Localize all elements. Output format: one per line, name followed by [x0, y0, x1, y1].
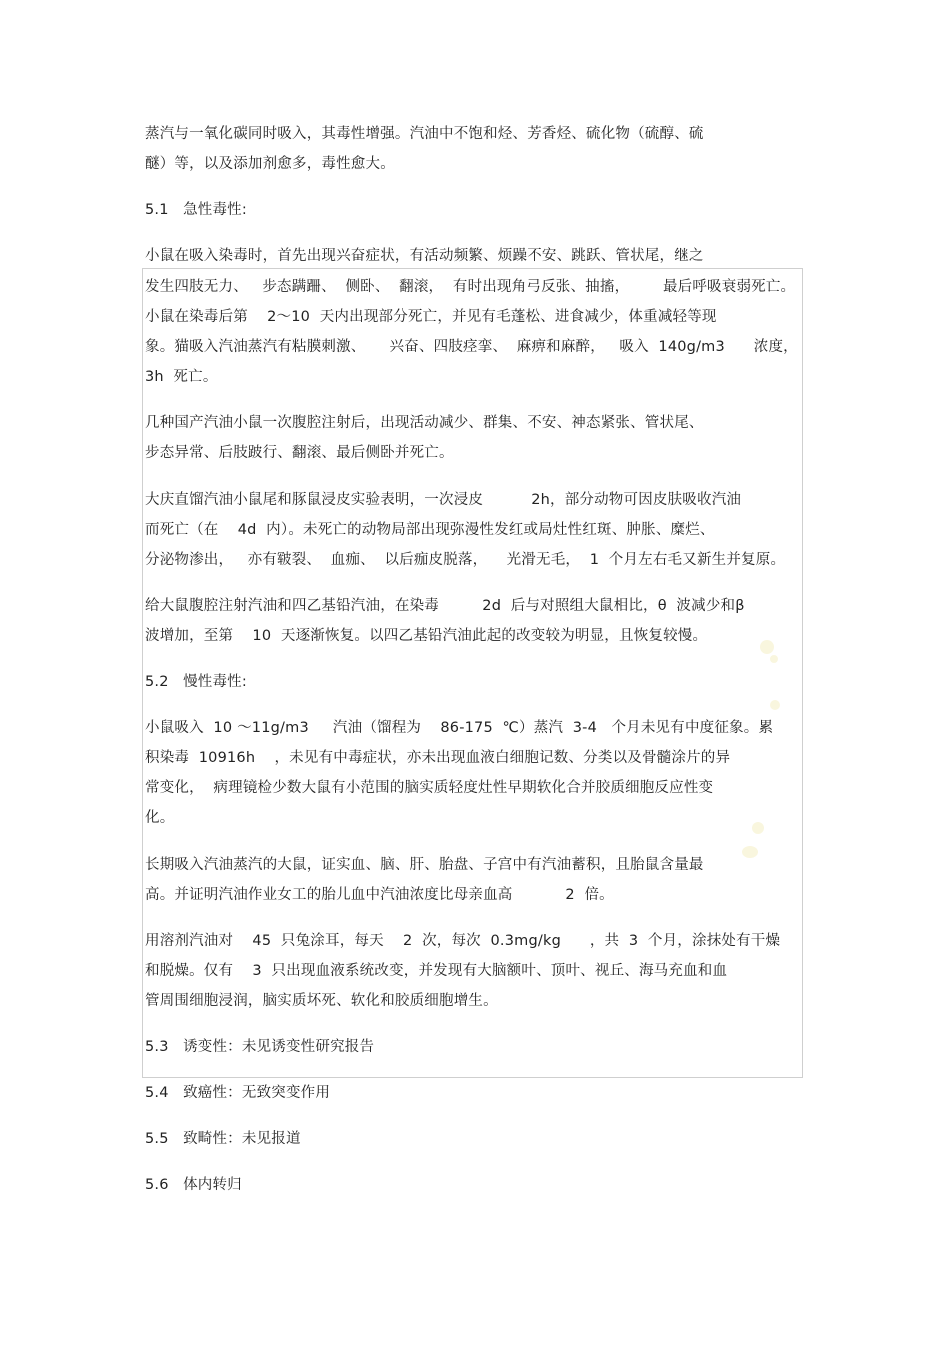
text-line: 长期吸入汽油蒸汽的大鼠，证实血、脑、肝、胎盘、子宫中有汽油蓄积，且胎鼠含量最: [145, 857, 704, 873]
scan-speck: [752, 822, 764, 834]
text-line: 而死亡（在 4d 内）。未死亡的动物局部出现弥漫性发红或局灶性红斑、肿胀、糜烂、: [145, 522, 715, 538]
text-line: 步态异常、后肢跛行、翻滚、最后侧卧并死亡。: [145, 445, 454, 461]
scan-speck: [770, 700, 780, 710]
section-heading: 5.3 诱变性：未见诱变性研究报告: [145, 1039, 375, 1055]
text-line: 蒸汽与一氧化碳同时吸入，其毒性增强。汽油中不饱和烃、芳香烃、硫化物（硫醇、硫: [145, 126, 704, 142]
text-line: 和脱燥。仅有 3 只出现血液系统改变，并发现有大脑额叶、顶叶、视丘、海马充血和血: [145, 963, 728, 979]
section-heading: 5.5 致畸性：未见报道: [145, 1131, 301, 1147]
text-line: 几种国产汽油小鼠一次腹腔注射后，出现活动减少、群集、不安、神态紧张、管状尾、: [145, 415, 704, 431]
section-heading: 5.6 体内转归: [145, 1177, 242, 1193]
text-line: 积染毒 10916h ，未见有中毒症状，亦未出现血液白细胞记数、分类以及骨髓涂片的异: [145, 750, 731, 766]
section-heading: 5.2 慢性毒性:: [145, 674, 247, 690]
scan-speck: [742, 846, 758, 858]
section-heading: 5.1 急性毒性:: [145, 202, 247, 218]
text-line: 化。: [145, 810, 175, 826]
text-line: 常变化， 病理镜检少数大鼠有小范围的脑实质轻度灶性早期软化合并胶质细胞反应性变: [145, 780, 714, 796]
text-line: 小鼠在染毒后第 2～10 天内出现部分死亡，并见有毛蓬松、进食减少，体重减轻等现: [145, 309, 717, 325]
text-line: 3h 死亡。: [145, 369, 218, 385]
text-line: 小鼠吸入 10 ～11g/m3 汽油（馏程为 86-175 ℃）蒸汽 3-4 个月未见有中度征象。累: [145, 720, 774, 736]
text-line: 管周围细胞浸润，脑实质坏死、软化和胶质细胞增生。: [145, 993, 498, 1009]
text-line: 给大鼠腹腔注射汽油和四乙基铅汽油，在染毒 2d 后与对照组大鼠相比，θ 波减少和β: [145, 598, 745, 614]
text-line: 醚）等，以及添加剂愈多，毒性愈大。: [145, 156, 395, 172]
text-line: 小鼠在吸入染毒时，首先出现兴奋症状，有活动频繁、烦躁不安、跳跃、管状尾，继之: [145, 248, 704, 264]
text-line: 发生四肢无力、 步态蹒跚、 侧卧、 翻滚， 有时出现角弓反张、抽搐， 最后呼吸衰弱死亡。: [145, 279, 796, 295]
text-line: 高。并证明汽油作业女工的胎儿血中汽油浓度比母亲血高 2 倍。: [145, 887, 614, 903]
text-line: 用溶剂汽油对 45 只兔涂耳，每天 2 次，每次 0.3mg/kg ，共 3 个月，涂抹处有干燥: [145, 933, 781, 949]
scan-speck: [760, 640, 774, 654]
text-line: 象。猫吸入汽油蒸汽有粘膜刺激、 兴奋、四肢痉挛、 麻痹和麻醉， 吸入 140g/m3 浓度，: [145, 339, 798, 355]
text-line: 分泌物渗出， 亦有皲裂、 血痂、 以后痂皮脱落， 光滑无毛， 1 个月左右毛又新生并复原。: [145, 552, 786, 568]
section-heading: 5.4 致癌性：无致突变作用: [145, 1085, 331, 1101]
text-line: 波增加，至第 10 天逐渐恢复。以四乙基铅汽油此起的改变较为明显，且恢复较慢。: [145, 628, 708, 644]
scan-speck: [770, 655, 778, 663]
text-line: 大庆直馏汽油小鼠尾和豚鼠浸皮实验表明，一次浸皮 2h，部分动物可因皮肤吸收汽油: [145, 492, 742, 508]
